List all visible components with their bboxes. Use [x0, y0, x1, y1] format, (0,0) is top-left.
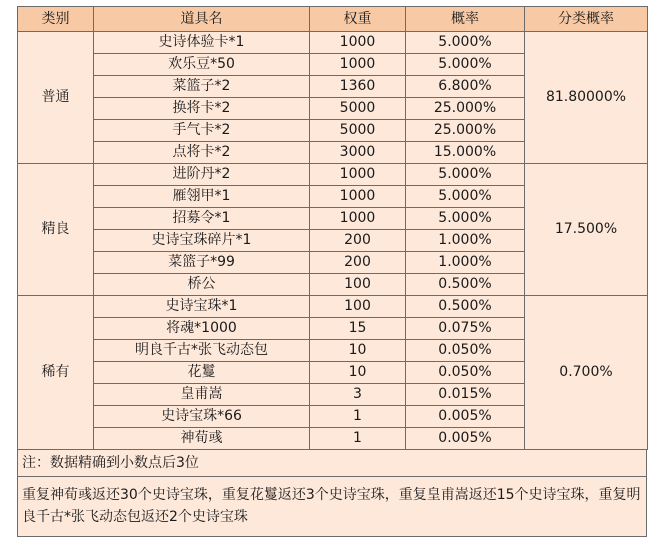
- item-name-cell: 手气卡*2: [94, 120, 310, 142]
- table-row: [18, 164, 648, 186]
- header-probability: 概率: [406, 7, 525, 32]
- header-category-probability: 分类概率: [525, 7, 648, 32]
- probability-cell: 1.000%: [406, 230, 525, 252]
- item-name-cell: 欢乐豆*50: [94, 54, 310, 76]
- category-probability-cell: 81.80000%: [525, 32, 648, 164]
- category-cell: 普通: [18, 32, 94, 164]
- weight-cell: 10: [310, 362, 406, 384]
- category-cell: 精良: [18, 164, 94, 296]
- weight-cell: 3: [310, 384, 406, 406]
- precision-note: 注：数据精确到小数点后3位: [18, 450, 646, 477]
- probability-cell: 0.075%: [406, 318, 525, 340]
- probability-cell: 5.000%: [406, 164, 525, 186]
- header-item-name: 道具名: [94, 7, 310, 32]
- item-name-cell: 换将卡*2: [94, 98, 310, 120]
- item-name-cell: 桥公: [94, 274, 310, 296]
- item-name-cell: 进阶丹*2: [94, 164, 310, 186]
- item-name-cell: 史诗体验卡*1: [94, 32, 310, 54]
- table-row: [18, 32, 648, 54]
- probability-cell: 25.000%: [406, 120, 525, 142]
- probability-cell: 5.000%: [406, 186, 525, 208]
- probability-cell: 0.050%: [406, 362, 525, 384]
- probability-cell: 15.000%: [406, 142, 525, 164]
- probability-cell: 0.015%: [406, 384, 525, 406]
- weight-cell: 1: [310, 428, 406, 450]
- header-category: 类别: [18, 7, 94, 32]
- item-name-cell: 明良千古*张飞动态包: [94, 340, 310, 362]
- weight-cell: 1360: [310, 76, 406, 98]
- weight-cell: 5000: [310, 120, 406, 142]
- item-name-cell: 雁翎甲*1: [94, 186, 310, 208]
- weight-cell: 10: [310, 340, 406, 362]
- table-body: [18, 32, 648, 450]
- weight-cell: 1: [310, 406, 406, 428]
- weight-cell: 1000: [310, 208, 406, 230]
- probability-cell: 6.800%: [406, 76, 525, 98]
- weight-cell: 1000: [310, 54, 406, 76]
- probability-table: [17, 6, 648, 450]
- refund-note: 重复神荀彧返还30个史诗宝珠，重复花鬘返还3个史诗宝珠，重复皇甫嵩返还15个史诗宝珠，重复明良千古*张飞动态包返还2个史诗宝珠: [22, 487, 641, 525]
- probability-cell: 0.005%: [406, 406, 525, 428]
- item-name-cell: 史诗宝珠*1: [94, 296, 310, 318]
- probability-cell: 0.050%: [406, 340, 525, 362]
- item-name-cell: 史诗宝珠*66: [94, 406, 310, 428]
- weight-cell: 200: [310, 252, 406, 274]
- item-name-cell: 招募令*1: [94, 208, 310, 230]
- weight-cell: 100: [310, 296, 406, 318]
- category-cell: 稀有: [18, 296, 94, 450]
- item-name-cell: 点将卡*2: [94, 142, 310, 164]
- weight-cell: 1000: [310, 186, 406, 208]
- weight-cell: 5000: [310, 98, 406, 120]
- item-name-cell: 皇甫嵩: [94, 384, 310, 406]
- notes-section: [17, 450, 647, 537]
- item-name-cell: 菜篮子*99: [94, 252, 310, 274]
- item-name-cell: 菜篮子*2: [94, 76, 310, 98]
- weight-cell: 100: [310, 274, 406, 296]
- weight-cell: 1000: [310, 164, 406, 186]
- probability-cell: 0.500%: [406, 274, 525, 296]
- probability-cell: 0.005%: [406, 428, 525, 450]
- item-name-cell: 将魂*1000: [94, 318, 310, 340]
- weight-cell: 3000: [310, 142, 406, 164]
- table-row: [18, 296, 648, 318]
- probability-document: [17, 6, 647, 537]
- probability-cell: 25.000%: [406, 98, 525, 120]
- probability-cell: 5.000%: [406, 32, 525, 54]
- probability-cell: 5.000%: [406, 54, 525, 76]
- header-weight: 权重: [310, 7, 406, 32]
- weight-cell: 200: [310, 230, 406, 252]
- table-header-row: [18, 7, 648, 32]
- weight-cell: 1000: [310, 32, 406, 54]
- item-name-cell: 花鬘: [94, 362, 310, 384]
- item-name-cell: 神荀彧: [94, 428, 310, 450]
- probability-cell: 0.500%: [406, 296, 525, 318]
- category-probability-cell: 0.700%: [525, 296, 648, 450]
- weight-cell: 15: [310, 318, 406, 340]
- probability-cell: 5.000%: [406, 208, 525, 230]
- category-probability-cell: 17.500%: [525, 164, 648, 296]
- probability-cell: 1.000%: [406, 252, 525, 274]
- item-name-cell: 史诗宝珠碎片*1: [94, 230, 310, 252]
